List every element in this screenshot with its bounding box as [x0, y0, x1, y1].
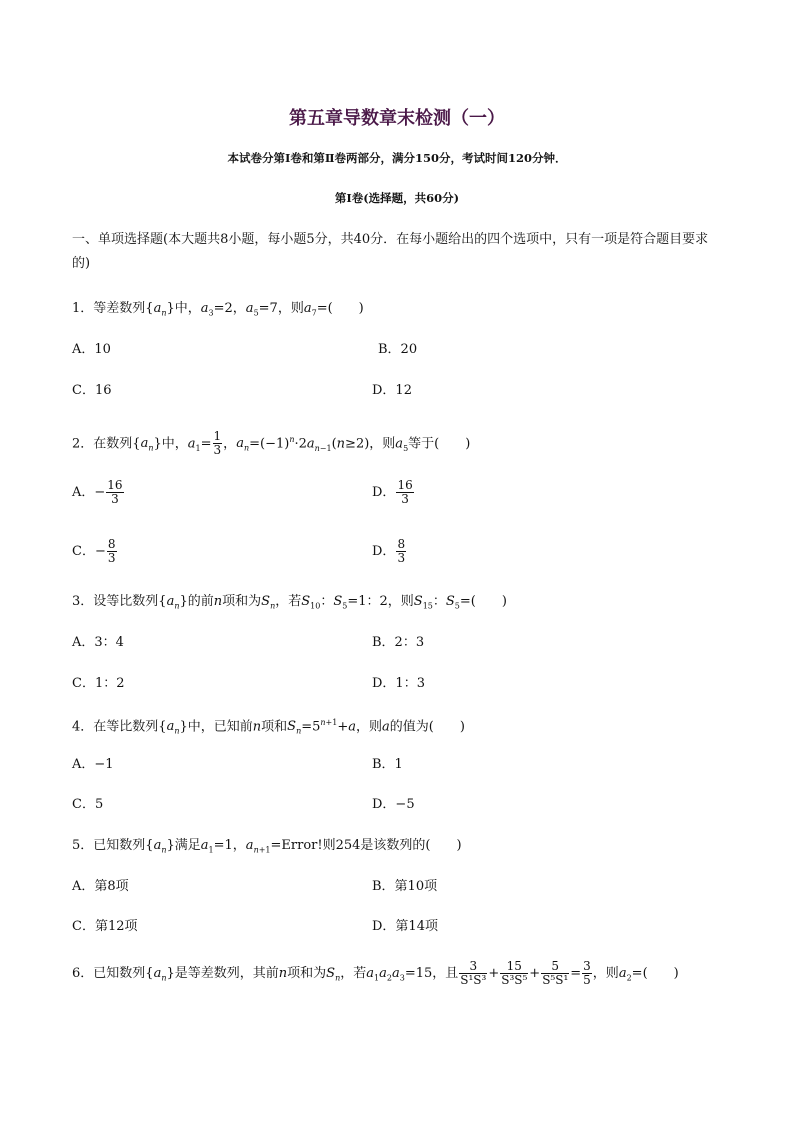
question-1: 1．等差数列$\{a_n\}$中，$a_3=2$，$a_5=7$，则$a_7=$( ) [72, 301, 364, 318]
q3-option-d[interactable]: D．1：3 [372, 676, 425, 691]
fraction-1: $\frac{3}{\text{S¹S³}}$ [460, 959, 487, 987]
q4-option-c[interactable]: C．5 [72, 797, 104, 812]
q4-option-b[interactable]: B．1 [372, 757, 403, 772]
q3-option-c[interactable]: C．1：2 [72, 676, 125, 691]
q1-option-c[interactable]: C．16 [72, 383, 112, 398]
fraction-3: $\frac{5}{\text{S⁵S¹}}$ [542, 959, 569, 987]
q3-option-a[interactable]: A．3：4 [72, 635, 124, 650]
question-3: 3．设等比数列$\{a_n\}$的前n项和为$S_n$，若$S_{10}$：$S_5=1$：2，则$S_{15}$：$S_5=$( ) [72, 594, 507, 611]
part1-instructions: 一、单项选择题(本大题共8小题，每小题5分，共40分．在每小题给出的四个选项中，只有一项是符合题目要求的) [72, 232, 709, 271]
q4-option-a[interactable]: A．−1 [72, 757, 114, 772]
page-title: 第五章导数章末检测（一） [289, 108, 505, 129]
section-heading: 第Ⅰ卷(选择题，共60分) [334, 191, 460, 205]
q2-option-a[interactable]: A．− $\frac{16}{3}$ [72, 478, 123, 506]
q5-option-b[interactable]: B．第10项 [372, 879, 438, 894]
q5-option-c[interactable]: C．第12项 [72, 919, 138, 934]
question-4: 4．在等比数列$\{a_n\}$中，已知前n项和$S_n=5^{n+1}+a$，则a的值为( ) [72, 718, 465, 736]
q1-option-a[interactable]: A．10 [72, 342, 111, 357]
q2-option-b[interactable]: D． $\frac{16}{3}$ [372, 478, 413, 506]
q4-option-d[interactable]: D．−5 [372, 797, 415, 812]
question-2: 2．在数列$\{a_n\}$中，$a_1=$ $\frac{1}{3}$ ，$a_n=(-1)^n\cdot 2a_{n-1}(n\ge 2)$，则$a_5$等于( ) [72, 429, 471, 458]
q1-option-d[interactable]: D．12 [372, 383, 412, 398]
fraction-2: $\frac{15}{\text{S³S⁵}}$ [501, 959, 528, 987]
question-6: 6．已知数列$\{a_n\}$是等差数列，其前n项和为$S_n$，若$a_1a_2a_3=15$，且 $\frac{3}{\text{S¹S³}}$ + $\frac{15}{\text{S³S⁵}}$ + $\frac{5}{\text{S⁵S¹}}$ = $\frac{3}{5}$ ，则$a_2=$( ) [72, 959, 679, 987]
q2-option-d[interactable]: D． $\frac{8}{3}$ [372, 537, 406, 565]
q5-option-a[interactable]: A．第8项 [72, 879, 129, 894]
fraction-result: $\frac{3}{5}$ [583, 959, 591, 987]
exam-description: 本试卷分第Ⅰ卷和第Ⅱ卷两部分，满分150分，考试时间120分钟． [227, 151, 567, 165]
q1-option-b[interactable]: B．20 [378, 342, 418, 357]
q2-option-c[interactable]: C．− $\frac{8}{3}$ [72, 537, 116, 565]
question-5: 5．已知数列$\{a_n\}$满足$a_1=1$，$a_{n+1}=Error$!则254是该数列的( ) [72, 838, 462, 855]
q3-option-b[interactable]: B．2：3 [372, 635, 425, 650]
q5-option-d[interactable]: D．第14项 [372, 919, 438, 934]
